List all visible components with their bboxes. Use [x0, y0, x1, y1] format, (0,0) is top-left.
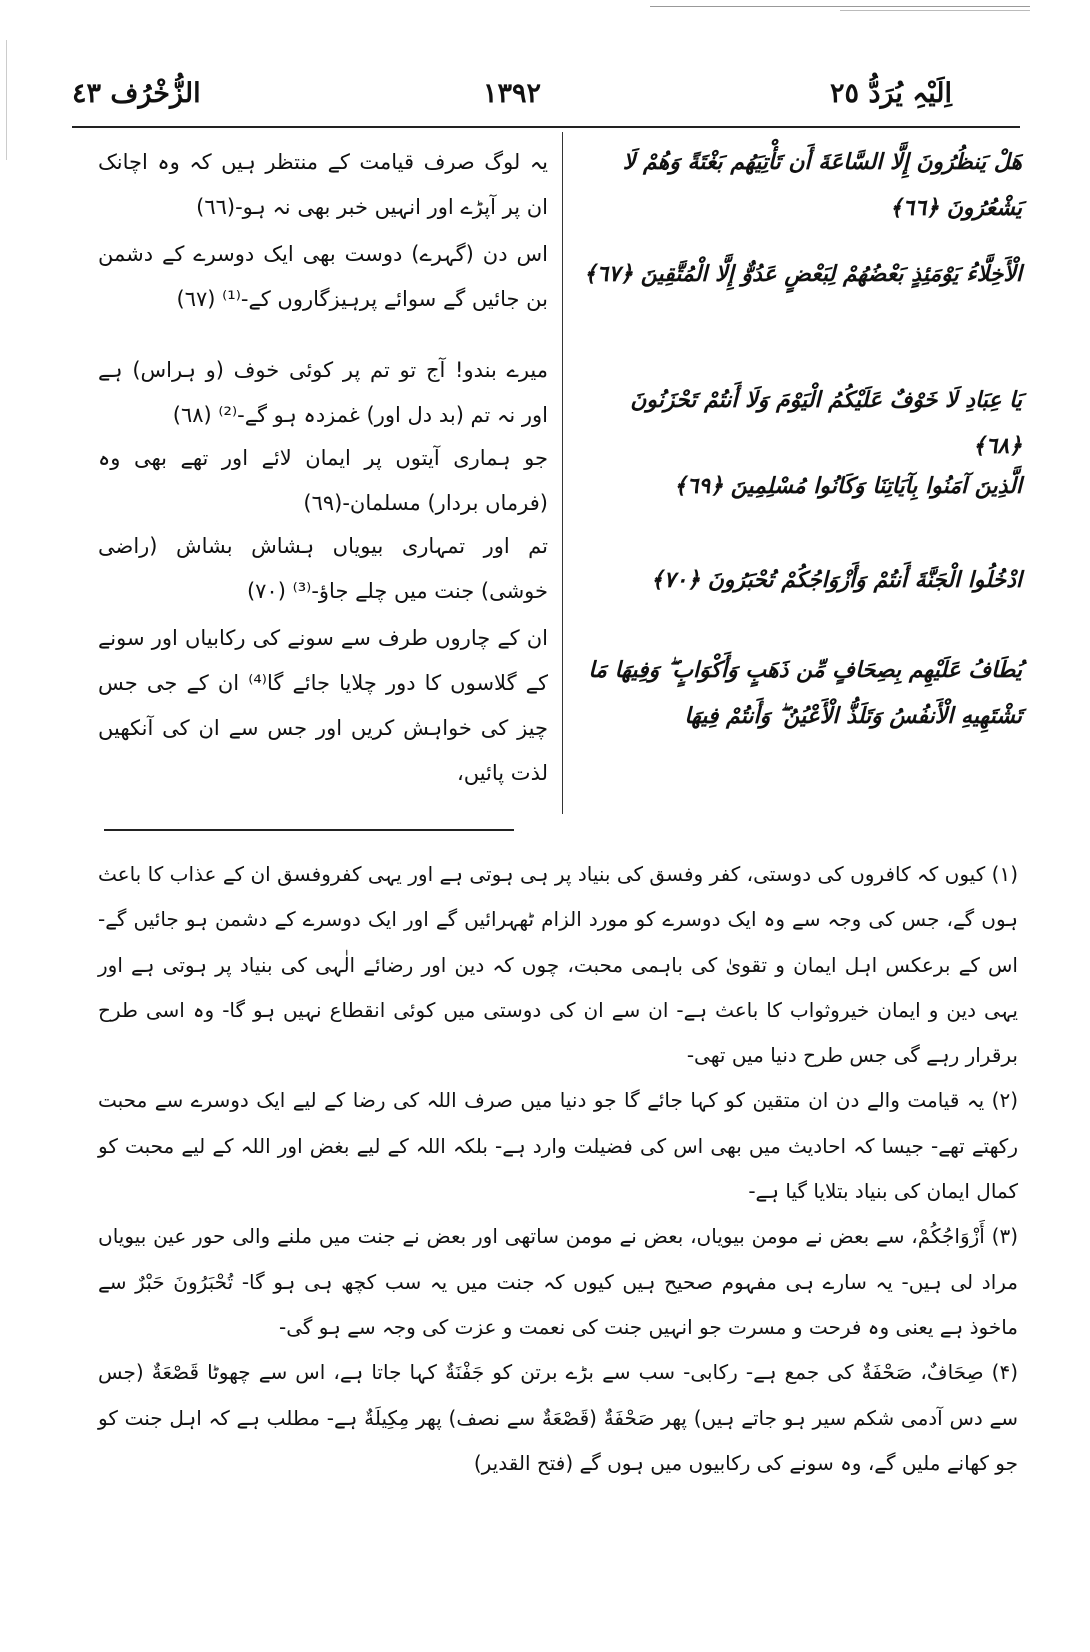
ayah-69: الَّذِينَ آمَنُوا بِآيَاتِنَا وَكَانُوا مُسْلِمِينَ ﴿٦٩﴾ — [673, 474, 1022, 499]
header-divider — [72, 126, 1020, 128]
ayah-68: يَا عِبَادِ لَا خَوْفٌ عَلَيْكُمُ الْيَوْمَ وَلَا أَنتُمْ تَحْزَنُونَ ﴿٦٨﴾ — [630, 388, 1022, 459]
footnote-3: (۳) أَزْوَاجُكُمْ، سے بعض نے مومن بیویاں، بعض نے مومن ساتھی اور بعض نے جنت میں ملنے والی حور عین بیویاں مراد لی ہیں- یہ سارے ہی مفہوم صحیح ہیں کیوں کہ جنت میں یہ سب کچھ ہی ہو گا- تُحْبَرُونَ حَبْرٌ سے ماخوذ ہے یعنی وہ فرحت و مسرت جو انہیں جنت کی نعمت و عزت کی وجہ سے ہو گی- — [98, 1224, 1018, 1339]
scan-edge-mark — [6, 40, 7, 160]
translation-66: یہ لوگ صرف قیامت کے منتظر ہیں کہ وہ اچانک ان پر آپڑے اور انہیں خبر بھی نہ ہو-(٦٦) — [98, 150, 548, 219]
column-divider — [562, 132, 563, 814]
top-scan-rule — [650, 6, 1030, 7]
footnote-2: (۲) یہ قیامت والے دن ان متقین کو کہا جائے گا جو دنیا میں صرف اللہ کی رضا کے لیے ایک دوسرے سے محبت رکھتے تھے- جیسا کہ احادیث میں بھی اس کی فضیلت وارد ہے- بلکہ اللہ کے لیے بغض اور اللہ کے لیے محبت کو کمال ایمان کی بنیاد بتلایا گیا ہے- — [98, 1088, 1018, 1204]
translation-70: تم اور تمہاری بیویاں ہشاش بشاش (راضی خوشی) جنت میں چلے جاؤ-⁽³⁾ (٧٠) — [98, 534, 548, 603]
top-scan-rule-2 — [840, 10, 1030, 11]
ayah-70: ادْخُلُوا الْجَنَّةَ أَنتُمْ وَأَزْوَاجُكُمْ تُحْبَرُونَ ﴿٧٠﴾ — [650, 568, 1022, 593]
page-number: ١٣٩٢ — [482, 78, 541, 109]
surah-name: الزُّخْرُف ٤٣ — [72, 78, 201, 109]
ayah-66: هَلْ يَنظُرُونَ إِلَّا السَّاعَةَ أَن تَأْتِيَهُم بَغْتَةً وَهُمْ لَا يَشْعُرُونَ ﴿٦٦﴾ — [622, 150, 1022, 221]
translation-67: اس دن (گہرے) دوست بھی ایک دوسرے کے دشمن بن جائیں گے سوائے پرہیزگاروں کے-⁽¹⁾ (٦٧) — [98, 242, 548, 311]
footnote-divider — [104, 829, 514, 831]
ayah-67: الْأَخِلَّاءُ يَوْمَئِذٍ بَعْضُهُمْ لِبَعْضٍ عَدُوٌّ إِلَّا الْمُتَّقِينَ ﴿٦٧﴾ — [583, 262, 1022, 287]
translation-68: میرے بندو! آج تو تم پر کوئی خوف (و ہراس) ہے اور نہ تم (بد دل اور) غمزدہ ہو گے-⁽²⁾ (٦٨) — [98, 358, 548, 427]
footnote-1: (۱) کیوں کہ کافروں کی دوستی، کفر وفسق کی بنیاد پر ہی ہوتی ہے اور یہی کفروفسق ان کے عذاب کا باعث ہوں گے، جس کی وجہ سے وہ ایک دوسرے کو مورد الزام ٹھہرائیں گے اور ایک دوسرے کے دشمن ہو جائیں گے- اس کے برعکس اہل ایمان و تقویٰ کی باہمی محبت، چوں کہ دین اور رضائے الٰہی کی بنیاد پر ہوتی ہے اور یہی دین و ایمان خیروثواب کا باعث ہے- ان سے ان کی دوستی میں کوئی انقطاع نہیں ہو گا- وہ اسی طرح برقرار رہے گی جس طرح دنیا میں تھی- — [98, 862, 1019, 1068]
page-header — [72, 78, 952, 122]
juz-name: اِلَیْہِ یُرَدُّ ٢٥ — [830, 78, 952, 109]
ayah-71: يُطَافُ عَلَيْهِم بِصِحَافٍ مِّن ذَهَبٍ وَأَكْوَابٍ ۖ وَفِيهَا مَا تَشْتَهِيهِ الْأَنفُسُ وَتَلَذُّ الْأَعْيُنُ ۖ وَأَنتُمْ فِيهَا — [588, 658, 1022, 729]
translation-69: جو ہماری آیتوں پر ایمان لائے اور تھے بھی وہ (فرماں بردار) مسلمان-(٦٩) — [98, 446, 548, 515]
footnote-4: (۴) صِحَافٌ، صَحْفَةٌ کی جمع ہے- رکابی- سب سے بڑے برتن کو جَفْنَةٌ کہا جاتا ہے، اس سے چھوٹا قَصْعَةٌ (جس سے دس آدمی شکم سیر ہو جاتے ہیں) پھر صَحْفَةٌ (قَصْعَةٌ سے نصف) پھر مِكِيلَةٌ ہے- مطلب ہے کہ اہل جنت کو جو کھانے ملیں گے، وہ سونے کی رکابیوں میں ہوں گے (فتح القدیر) — [98, 1360, 1018, 1475]
footnotes — [98, 852, 1018, 1486]
translation-71: ان کے چاروں طرف سے سونے کی رکابیاں اور سونے کے گلاسوں کا دور چلایا جائے گا⁽⁴⁾ ان کے جی جس چیز کی خواہش کریں اور جس سے ان کی آنکھیں لذت پائیں، — [98, 626, 548, 785]
